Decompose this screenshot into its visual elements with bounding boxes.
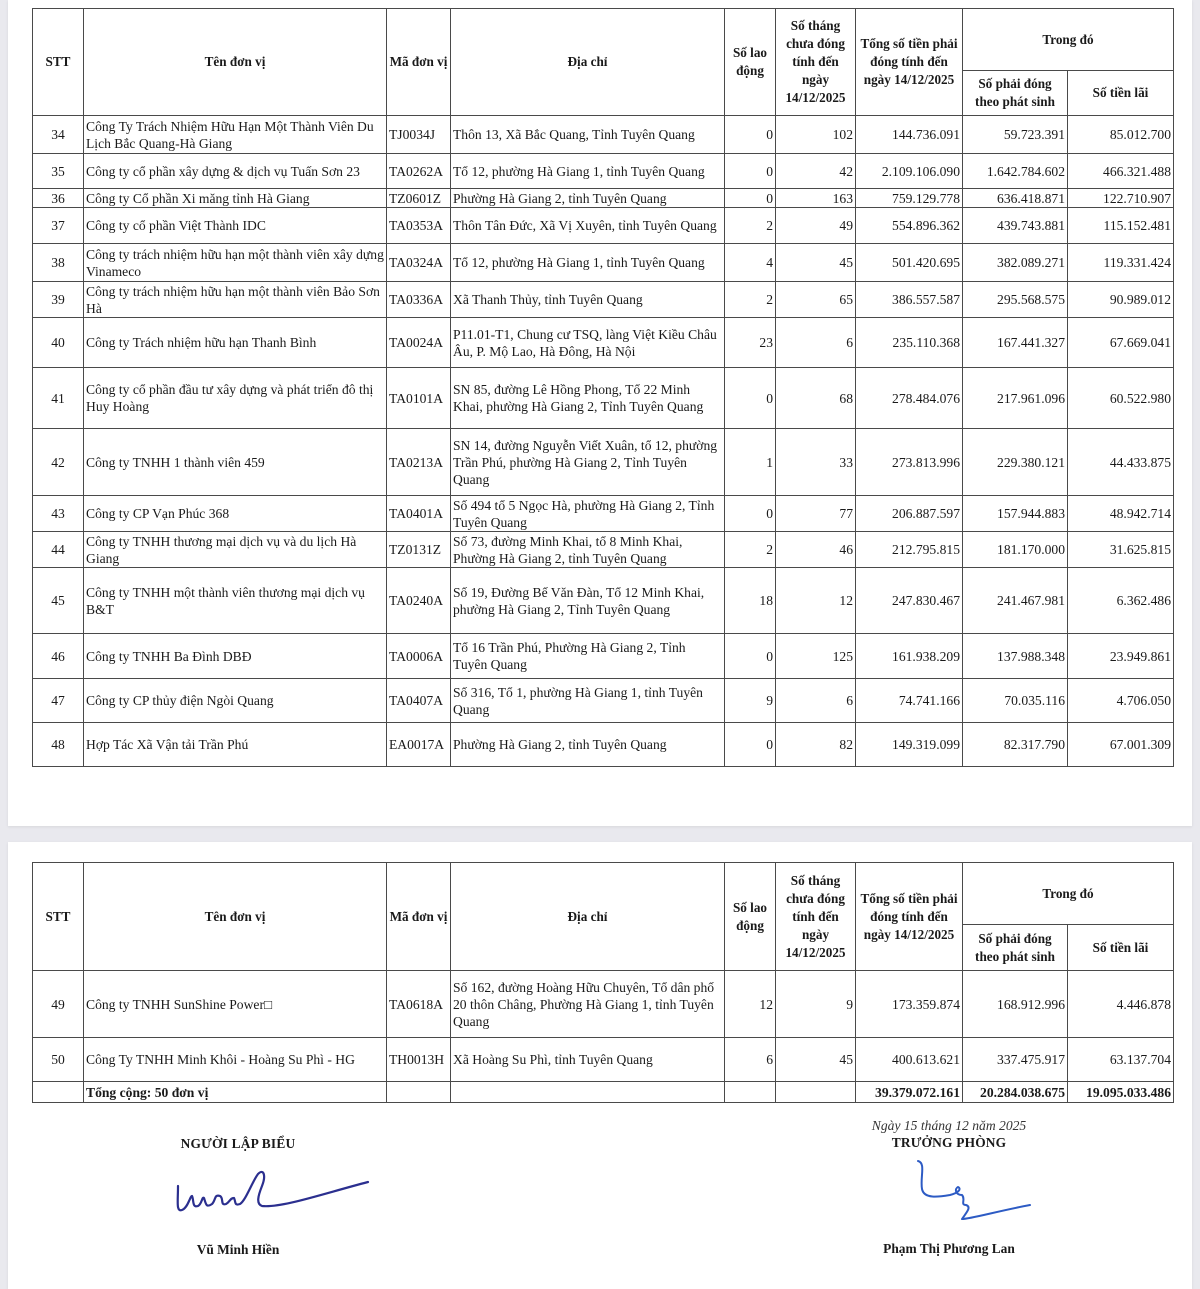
cell-unit-name: Công ty trách nhiệm hữu hạn một thành viên xây dựng Vinameco xyxy=(84,244,387,282)
cell-interest: 85.012.700 xyxy=(1068,116,1174,154)
cell-employees: 2 xyxy=(725,282,776,318)
cell-total: 212.795.815 xyxy=(856,532,963,568)
cell-stt: 38 xyxy=(33,244,84,282)
cell-interest: 44.433.875 xyxy=(1068,429,1174,496)
cell-address: Tổ 16 Trần Phú, Phường Hà Giang 2, Tỉnh Tuyên Quang xyxy=(451,634,725,679)
head-signature-block xyxy=(858,1118,1040,1257)
header-employees: Số lao động xyxy=(725,863,776,971)
cell-unit-code: TA0336A xyxy=(387,282,451,318)
cell-months: 163 xyxy=(776,189,856,208)
cell-employees: 1 xyxy=(725,429,776,496)
cell-address: Thôn 13, Xã Bắc Quang, Tỉnh Tuyên Quang xyxy=(451,116,725,154)
header-unit-code: Mã đơn vị xyxy=(387,9,451,116)
cell-unit-code: TA0101A xyxy=(387,368,451,429)
cell-months: 45 xyxy=(776,1038,856,1082)
cell-amount-due: 439.743.881 xyxy=(963,208,1068,244)
cell-employees: 0 xyxy=(725,154,776,189)
head-signature-icon xyxy=(858,1155,1038,1227)
cell-unit-name: Công Ty Trách Nhiệm Hữu Hạn Một Thành Viên Du Lịch Bắc Quang-Hà Giang xyxy=(84,116,387,154)
cell-interest: 60.522.980 xyxy=(1068,368,1174,429)
header-of-which: Trong đó xyxy=(963,863,1174,925)
cell-unit-name: Công ty Trách nhiệm hữu hạn Thanh Bình xyxy=(84,318,387,368)
cell-unit-code: TZ0601Z xyxy=(387,189,451,208)
cell-address: Phường Hà Giang 2, tỉnh Tuyên Quang xyxy=(451,189,725,208)
cell-amount-due: 295.568.575 xyxy=(963,282,1068,318)
cell-months: 45 xyxy=(776,244,856,282)
header-total-amount: Tổng số tiền phải đóng tính đến ngày 14/12/2025 xyxy=(856,863,963,971)
cell-employees: 0 xyxy=(725,189,776,208)
header-stt: STT xyxy=(33,863,84,971)
header-amount-due: Số phải đóng theo phát sinh xyxy=(963,71,1068,116)
cell-months: 77 xyxy=(776,496,856,532)
cell-months: 46 xyxy=(776,532,856,568)
cell-address: Số 73, đường Minh Khai, tổ 8 Minh Khai, Phường Hà Giang 2, tỉnh Tuyên Quang xyxy=(451,532,725,568)
header-interest: Số tiền lãi xyxy=(1068,925,1174,971)
debt-table-page-1 xyxy=(32,8,1174,767)
cell-amount-due: 337.475.917 xyxy=(963,1038,1068,1082)
cell-address: Xã Thanh Thủy, tỉnh Tuyên Quang xyxy=(451,282,725,318)
cell-total: 278.484.076 xyxy=(856,368,963,429)
preparer-signature-icon xyxy=(172,1164,372,1224)
cell-amount-due: 382.089.271 xyxy=(963,244,1068,282)
table-row xyxy=(33,679,1174,723)
cell-amount-due: 241.467.981 xyxy=(963,568,1068,634)
cell-amount-due: 167.441.327 xyxy=(963,318,1068,368)
cell-amount-due: 157.944.883 xyxy=(963,496,1068,532)
signing-date: Ngày 15 tháng 12 năm 2025 xyxy=(871,1118,1027,1133)
cell-address: SN 85, đường Lê Hồng Phong, Tổ 22 Minh Khai, phường Hà Giang 2, Tỉnh Tuyên Quang xyxy=(451,368,725,429)
cell-unit-name: Công Ty TNHH Minh Khôi - Hoàng Su Phì - HG xyxy=(84,1038,387,1082)
cell-unit-name: Công ty TNHH 1 thành viên 459 xyxy=(84,429,387,496)
cell-total: 501.420.695 xyxy=(856,244,963,282)
cell-total: 161.938.209 xyxy=(856,634,963,679)
table-row xyxy=(33,244,1174,282)
cell-employees: 2 xyxy=(725,208,776,244)
cell-employees: 0 xyxy=(725,496,776,532)
cell-empty xyxy=(776,1082,856,1103)
cell-months: 42 xyxy=(776,154,856,189)
cell-interest: 4.706.050 xyxy=(1068,679,1174,723)
cell-stt: 47 xyxy=(33,679,84,723)
cell-stt: 34 xyxy=(33,116,84,154)
cell-unit-code: TA0006A xyxy=(387,634,451,679)
cell-total: 173.359.874 xyxy=(856,971,963,1038)
cell-empty xyxy=(387,1082,451,1103)
cell-unit-code: TA0407A xyxy=(387,679,451,723)
cell-stt: 45 xyxy=(33,568,84,634)
cell-employees: 6 xyxy=(725,1038,776,1082)
header-months-unpaid: Số tháng chưa đóng tính đến ngày 14/12/2025 xyxy=(776,9,856,116)
table-row xyxy=(33,318,1174,368)
cell-address: Tổ 12, phường Hà Giang 1, tỉnh Tuyên Quang xyxy=(451,244,725,282)
total-amount: 39.379.072.161 xyxy=(856,1082,963,1103)
cell-employees: 0 xyxy=(725,634,776,679)
cell-unit-name: Công ty TNHH Ba Đình DBĐ xyxy=(84,634,387,679)
cell-unit-name: Công ty CP Vạn Phúc 368 xyxy=(84,496,387,532)
cell-months: 6 xyxy=(776,679,856,723)
header-amount-due: Số phải đóng theo phát sinh xyxy=(963,925,1068,971)
cell-amount-due: 1.642.784.602 xyxy=(963,154,1068,189)
cell-address: Số 162, đường Hoàng Hữu Chuyên, Tổ dân phố 20 thôn Châng, Phường Hà Giang 1, tỉnh Tuyên Quang xyxy=(451,971,725,1038)
cell-stt: 43 xyxy=(33,496,84,532)
cell-amount-due: 217.961.096 xyxy=(963,368,1068,429)
cell-stt: 50 xyxy=(33,1038,84,1082)
cell-unit-code: TH0013H xyxy=(387,1038,451,1082)
cell-employees: 0 xyxy=(725,368,776,429)
cell-unit-code: EA0017A xyxy=(387,723,451,767)
cell-total: 235.110.368 xyxy=(856,318,963,368)
header-employees: Số lao động xyxy=(725,9,776,116)
total-amount-due: 20.284.038.675 xyxy=(963,1082,1068,1103)
cell-interest: 31.625.815 xyxy=(1068,532,1174,568)
total-interest: 19.095.033.486 xyxy=(1068,1082,1174,1103)
total-label: Tổng cộng: 50 đơn vị xyxy=(84,1082,387,1103)
debt-table-page-2 xyxy=(32,862,1174,1103)
cell-unit-name: Công ty TNHH một thành viên thương mại dịch vụ B&T xyxy=(84,568,387,634)
cell-unit-name: Công ty TNHH thương mại dịch vụ và du lịch Hà Giang xyxy=(84,532,387,568)
table-row xyxy=(33,634,1174,679)
header-unit-code: Mã đơn vị xyxy=(387,863,451,971)
head-title: TRƯỞNG PHÒNG xyxy=(891,1135,1007,1150)
table-row xyxy=(33,496,1174,532)
cell-total: 554.896.362 xyxy=(856,208,963,244)
cell-interest: 119.331.424 xyxy=(1068,244,1174,282)
header-interest: Số tiền lãi xyxy=(1068,71,1174,116)
cell-employees: 12 xyxy=(725,971,776,1038)
cell-amount-due: 636.418.871 xyxy=(963,189,1068,208)
preparer-name: Vũ Minh Hiền xyxy=(196,1242,280,1257)
table-row xyxy=(33,154,1174,189)
cell-empty xyxy=(725,1082,776,1103)
cell-address: Số 316, Tổ 1, phường Hà Giang 1, tỉnh Tuyên Quang xyxy=(451,679,725,723)
header-unit-name: Tên đơn vị xyxy=(84,863,387,971)
cell-address: Xã Hoàng Su Phì, tỉnh Tuyên Quang xyxy=(451,1038,725,1082)
cell-unit-code: TA0240A xyxy=(387,568,451,634)
cell-stt: 41 xyxy=(33,368,84,429)
cell-unit-name: Công ty TNHH SunShine Power□ xyxy=(84,971,387,1038)
cell-employees: 9 xyxy=(725,679,776,723)
cell-stt: 42 xyxy=(33,429,84,496)
preparer-title: NGƯỜI LẬP BIỂU xyxy=(180,1136,296,1151)
table-row xyxy=(33,429,1174,496)
header-total-amount: Tổng số tiền phải đóng tính đến ngày 14/12/2025 xyxy=(856,9,963,116)
cell-address: Số 19, Đường Bế Văn Đàn, Tổ 12 Minh Khai, phường Hà Giang 2, Tỉnh Tuyên Quang xyxy=(451,568,725,634)
cell-stt: 37 xyxy=(33,208,84,244)
cell-unit-name: Công ty cổ phần Việt Thành IDC xyxy=(84,208,387,244)
table-row xyxy=(33,568,1174,634)
cell-interest: 67.001.309 xyxy=(1068,723,1174,767)
cell-months: 68 xyxy=(776,368,856,429)
document-page-1 xyxy=(8,0,1192,826)
cell-months: 125 xyxy=(776,634,856,679)
cell-unit-code: TA0401A xyxy=(387,496,451,532)
cell-address: Thôn Tân Đức, Xã Vị Xuyên, tỉnh Tuyên Quang xyxy=(451,208,725,244)
cell-amount-due: 229.380.121 xyxy=(963,429,1068,496)
cell-interest: 6.362.486 xyxy=(1068,568,1174,634)
cell-interest: 4.446.878 xyxy=(1068,971,1174,1038)
cell-stt: 48 xyxy=(33,723,84,767)
cell-stt: 49 xyxy=(33,971,84,1038)
cell-amount-due: 137.988.348 xyxy=(963,634,1068,679)
cell-total: 247.830.467 xyxy=(856,568,963,634)
cell-months: 65 xyxy=(776,282,856,318)
cell-total: 400.613.621 xyxy=(856,1038,963,1082)
header-stt: STT xyxy=(33,9,84,116)
cell-unit-name: Công ty cổ phần đầu tư xây dựng và phát triển đô thị Huy Hoàng xyxy=(84,368,387,429)
cell-interest: 90.989.012 xyxy=(1068,282,1174,318)
cell-employees: 18 xyxy=(725,568,776,634)
table-row xyxy=(33,532,1174,568)
cell-employees: 23 xyxy=(725,318,776,368)
cell-unit-name: Công ty CP thủy điện Ngòi Quang xyxy=(84,679,387,723)
cell-total: 144.736.091 xyxy=(856,116,963,154)
table-row xyxy=(33,116,1174,154)
cell-months: 12 xyxy=(776,568,856,634)
header-address: Địa chỉ xyxy=(451,863,725,971)
cell-total: 386.557.587 xyxy=(856,282,963,318)
cell-unit-code: TA0324A xyxy=(387,244,451,282)
cell-unit-code: TA0262A xyxy=(387,154,451,189)
table-row xyxy=(33,723,1174,767)
cell-empty xyxy=(451,1082,725,1103)
cell-stt: 40 xyxy=(33,318,84,368)
cell-stt: 39 xyxy=(33,282,84,318)
cell-months: 33 xyxy=(776,429,856,496)
cell-unit-code: TZ0131Z xyxy=(387,532,451,568)
cell-interest: 23.949.861 xyxy=(1068,634,1174,679)
cell-unit-code: TA0353A xyxy=(387,208,451,244)
cell-unit-code: TJ0034J xyxy=(387,116,451,154)
cell-months: 102 xyxy=(776,116,856,154)
cell-months: 6 xyxy=(776,318,856,368)
cell-employees: 0 xyxy=(725,116,776,154)
header-months-unpaid: Số tháng chưa đóng tính đến ngày 14/12/2025 xyxy=(776,863,856,971)
cell-unit-code: TA0213A xyxy=(387,429,451,496)
document-page-2 xyxy=(8,842,1192,1289)
cell-total: 149.319.099 xyxy=(856,723,963,767)
cell-interest: 63.137.704 xyxy=(1068,1038,1174,1082)
cell-months: 49 xyxy=(776,208,856,244)
cell-employees: 4 xyxy=(725,244,776,282)
cell-months: 82 xyxy=(776,723,856,767)
cell-interest: 67.669.041 xyxy=(1068,318,1174,368)
cell-months: 9 xyxy=(776,971,856,1038)
cell-unit-code: TA0618A xyxy=(387,971,451,1038)
cell-amount-due: 70.035.116 xyxy=(963,679,1068,723)
cell-total: 206.887.597 xyxy=(856,496,963,532)
preparer-signature-block xyxy=(158,1136,318,1258)
cell-interest: 122.710.907 xyxy=(1068,189,1174,208)
cell-interest: 466.321.488 xyxy=(1068,154,1174,189)
table-row xyxy=(33,1038,1174,1082)
cell-amount-due: 168.912.996 xyxy=(963,971,1068,1038)
cell-stt: 36 xyxy=(33,189,84,208)
cell-employees: 0 xyxy=(725,723,776,767)
cell-stt-empty xyxy=(33,1082,84,1103)
table-row xyxy=(33,971,1174,1038)
table-row xyxy=(33,189,1174,208)
cell-stt: 35 xyxy=(33,154,84,189)
table-row xyxy=(33,282,1174,318)
cell-interest: 115.152.481 xyxy=(1068,208,1174,244)
table-row xyxy=(33,368,1174,429)
cell-stt: 46 xyxy=(33,634,84,679)
cell-address: Tổ 12, phường Hà Giang 1, tỉnh Tuyên Quang xyxy=(451,154,725,189)
cell-employees: 2 xyxy=(725,532,776,568)
cell-unit-name: Công ty trách nhiệm hữu hạn một thành viên Bảo Sơn Hà xyxy=(84,282,387,318)
total-row xyxy=(33,1082,1174,1103)
cell-stt: 44 xyxy=(33,532,84,568)
header-unit-name: Tên đơn vị xyxy=(84,9,387,116)
cell-amount-due: 181.170.000 xyxy=(963,532,1068,568)
cell-unit-name: Hợp Tác Xã Vận tải Trần Phú xyxy=(84,723,387,767)
header-of-which: Trong đó xyxy=(963,9,1174,71)
header-address: Địa chỉ xyxy=(451,9,725,116)
cell-amount-due: 82.317.790 xyxy=(963,723,1068,767)
cell-total: 2.109.106.090 xyxy=(856,154,963,189)
cell-unit-name: Công ty Cổ phần Xi măng tỉnh Hà Giang xyxy=(84,189,387,208)
cell-interest: 48.942.714 xyxy=(1068,496,1174,532)
cell-amount-due: 59.723.391 xyxy=(963,116,1068,154)
cell-total: 74.741.166 xyxy=(856,679,963,723)
cell-unit-code: TA0024A xyxy=(387,318,451,368)
table-row xyxy=(33,208,1174,244)
cell-address: P11.01-T1, Chung cư TSQ, làng Việt Kiều Châu Âu, P. Mộ Lao, Hà Đông, Hà Nội xyxy=(451,318,725,368)
cell-address: SN 14, đường Nguyễn Viết Xuân, tổ 12, phường Trần Phú, phường Hà Giang 2, Tỉnh Tuyên Quang xyxy=(451,429,725,496)
cell-address: Số 494 tổ 5 Ngọc Hà, phường Hà Giang 2, Tỉnh Tuyên Quang xyxy=(451,496,725,532)
cell-total: 759.129.778 xyxy=(856,189,963,208)
cell-unit-name: Công ty cổ phần xây dựng & dịch vụ Tuấn Sơn 23 xyxy=(84,154,387,189)
cell-total: 273.813.996 xyxy=(856,429,963,496)
cell-address: Phường Hà Giang 2, tỉnh Tuyên Quang xyxy=(451,723,725,767)
head-name: Phạm Thị Phương Lan xyxy=(883,1241,1015,1256)
